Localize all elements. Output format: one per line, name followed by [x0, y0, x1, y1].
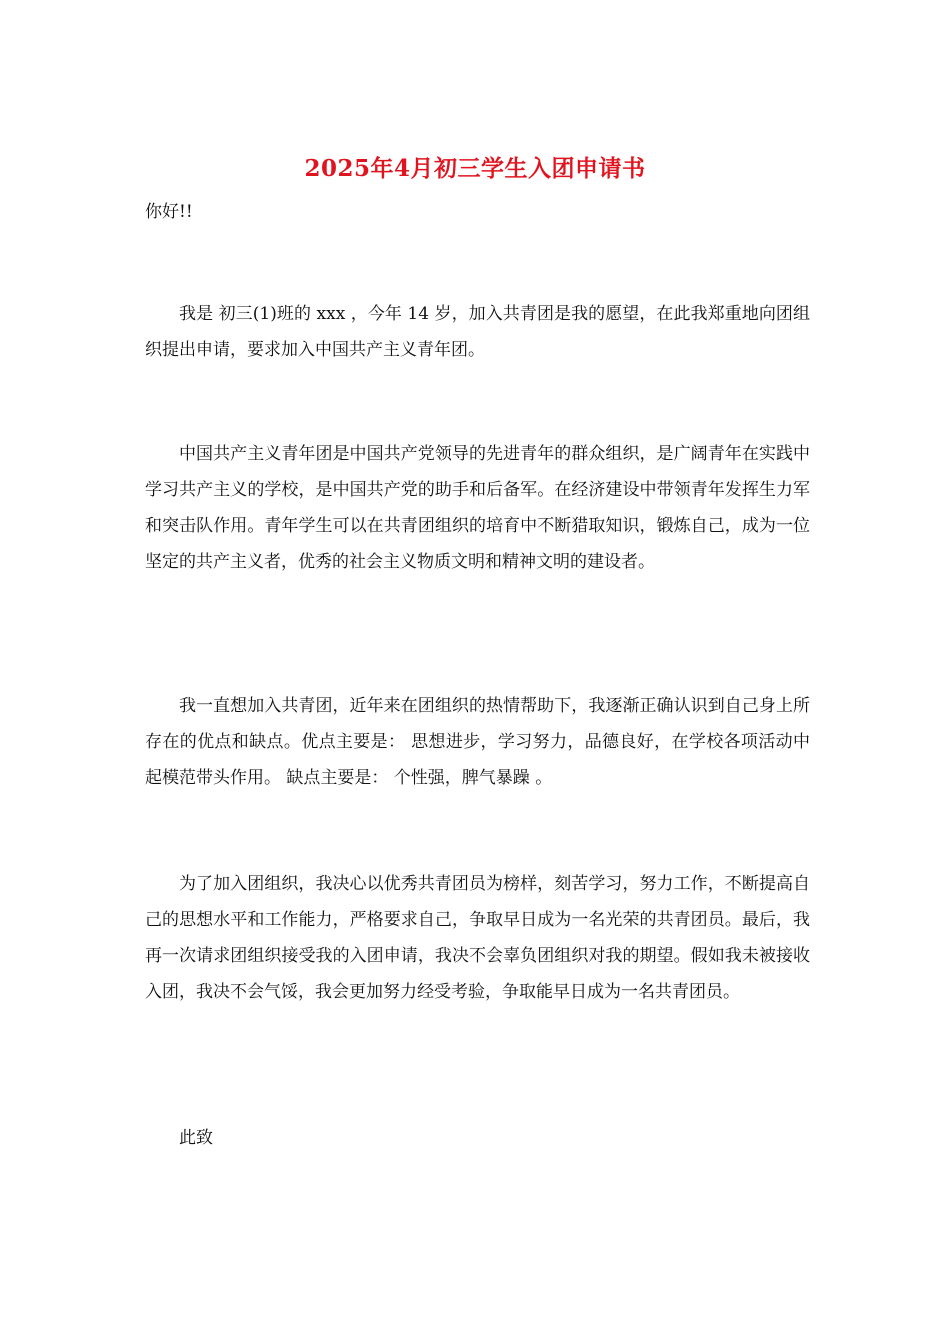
paragraph-introduction: 我是 初三(1)班的 xxx ，今年 14 岁，加入共青团是我的愿望，在此我郑重地向团组织提出申请，要求加入中国共产主义青年团。 [145, 304, 810, 360]
paragraph-self-assessment: 我一直想加入共青团，近年来在团组织的热情帮助下，我逐渐正确认识到自己身上所存在的优点和缺点。优点主要是： 思想进步，学习努力，品德良好，在学校各项活动中起模范带头作用。 缺点主要是： 个性强，脾气暴躁 。 [145, 696, 810, 788]
document-title: 2025年4月初三学生入团申请书 [304, 155, 646, 182]
paragraph-league-description: 中国共产主义青年团是中国共产党领导的先进青年的群众组织，是广阔青年在实践中学习共产主义的学校，是中国共产党的助手和后备军。在经济建设中带领青年发挥生力军和突击队作用。青年学生可以在共青团组织的培育中不断猎取知识，锻炼自己，成为一位坚定的共产主义者，优秀的社会主义物质文明和精神文明的建设者。 [145, 444, 810, 572]
greeting-line: 你好!! [145, 202, 193, 222]
paragraph-resolution: 为了加入团组织，我决心以优秀共青团员为榜样，刻苦学习，努力工作，不断提高自己的思想水平和工作能力，严格要求自己，争取早日成为一名光荣的共青团员。最后，我再一次请求团组织接受我的入团申请，我决不会辜负团组织对我的期望。假如我未被接收入团，我决不会气馁，我会更加努力经受考验，争取能早日成为一名共青团员。 [145, 874, 810, 1002]
closing-salutation: 此致 [179, 1128, 213, 1148]
